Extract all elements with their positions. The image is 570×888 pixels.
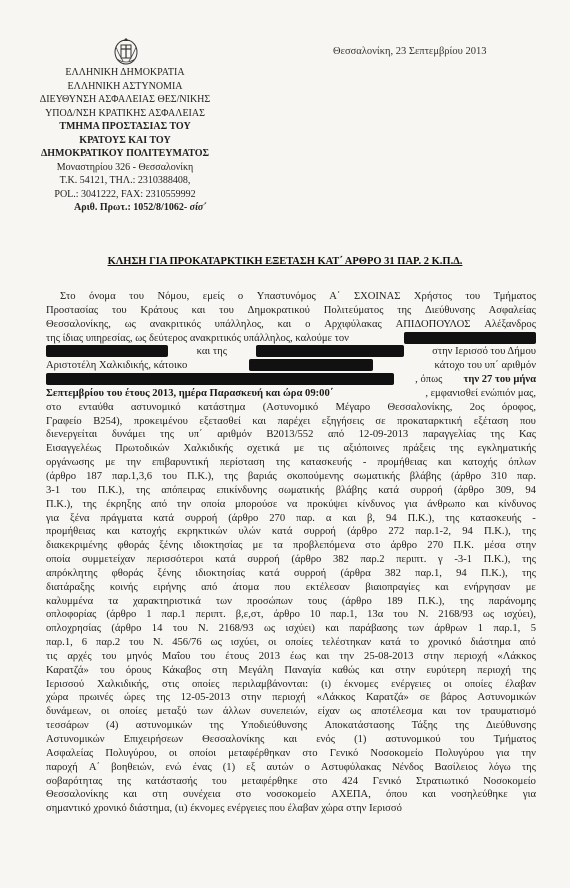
body-line: οποία συμμετείχαν περισσότεροι κατά συρροή (άρθρο 382 παρ.2 περιπτ. γ -3-1 Π.Κ.), της (46, 554, 536, 566)
body-line: Π.Κ.), της έκρηξης από την οποία μπορούσε να προκύψει κίνδυνος για άνθρωπο και κίνδυνος (46, 498, 536, 510)
body-line: χώρα πρωινές ώρες της 12-05-2013 στην περιοχή «Λάκκος Καρατζά» σε βάρος Αστυνομικών (46, 692, 536, 704)
body-text: , εμφανισθεί ενώπιόν μας, (425, 387, 536, 399)
body-line: διατάραξης κοινής ειρήνης από άτομα που εκτέλεσαν βιαιοπραγίες και ενήργησαν με (46, 581, 536, 593)
redaction-block (46, 373, 394, 385)
body-line: σοβαρότητας της κατάστασής του μεταφέρθηκε στο 424 Γενικό Στρατιωτικό Νοσοκομείο (46, 775, 536, 787)
body-line: Γραφείο Β254), προκειμένου εξετασθεί και παρέχει εξηγήσεις σε προκαταρκτική εξέταση που (46, 415, 536, 427)
body-line: Στο όνομα του Νόμου, εμείς ο Υπαστυνόμος Α΄ ΣΧΟΙΝΑΣ Χρήστος του Τμήματος (60, 291, 536, 302)
letterhead-line: ΕΛΛΗΝΙΚΗ ΑΣΤΥΝΟΜΙΑ (67, 80, 183, 92)
body-line: προμήθειας και κατοχής εκρηκτικών υλών κατά συρροή (άρθρο 272 παρ.1-2, 94 Π.Κ.), της (46, 526, 536, 538)
body-line: σημαντικό χρονικό διάστημα, (ιι) έκνομες ενέργειες που έλαβαν χώρα στην Ιερισσό (46, 803, 402, 815)
body-line: για ξένα πράγματα κατά συρροή (άρθρο 270 παρ. α και β, 94 Π.Κ.), της κατασκευής - (46, 512, 536, 524)
body-line: Θεσσαλονίκης και στη συνέχεια στο νοσοκομείο ΑΧΕΠΑ, όπου και νοσηλεύθηκε για (46, 789, 536, 801)
body-line: οπλοχρησίας (άρθρο 14 του Ν. 2168/93 ως ισχύει) και παράβασης των άρθρων 1 παρ.1, 5 (46, 623, 536, 635)
address-line: POL.: 3041222, FAX: 2310559992 (54, 188, 196, 200)
department-name: ΔΗΜΟΚΡΑΤΙΚΟΥ ΠΟΛΙΤΕΥΜΑΤΟΣ (40, 148, 210, 159)
body-line: Προστασίας του Κράτους και του Δημοκρατικού Πολιτεύματος της Διεύθυνσης Ασφαλείας (46, 304, 536, 316)
body-line: Ιερισσού Χαλκιδικής, στις οποίες περιλαμβάνονται: (ι) έκνομες ενέργειες οι οποίες έλαβαν (46, 678, 536, 690)
redaction-block (256, 345, 404, 357)
redaction-block (404, 332, 536, 344)
body-line (46, 332, 536, 346)
address-line: Τ.Κ. 54121, ΤΗΛ.: 2310388408, (59, 175, 191, 186)
body-line (46, 373, 536, 387)
body-line: στο ενταύθα αστυνομικό κατάστημα (Αστυνομικό Μέγαρο Θεσσαλονίκης, 2ος όροφος, (46, 401, 536, 413)
body-line: (άρθρο 187 παρ.1,3,6 του Π.Κ.), της βαριάς σκοπούμενης σωματικής βλάβης (άρθρο 310 παρ. (46, 470, 536, 482)
document-body (46, 290, 536, 816)
body-line: παρ.1, 6 παρ.2 του Ν. 456/76 ως ισχύει, οι οποίες τελέστηκαν κατά το χρονικό διάστημα από (46, 637, 536, 649)
body-line: τις αρχές του μηνός Μαΐου του έτους 2013 έως και την 25-08-2013 στην περιοχή «Λάκκος (46, 650, 536, 662)
body-line: 3-1 του Π.Κ.), της απόπειρας επικίνδυνης σωματικής βλάβης κατά συρροή (άρθρο 309, 94 (46, 484, 536, 496)
body-line (46, 345, 536, 359)
body-line: Εισαγγελέως Πρωτοδικών Χαλκιδικής σχετικά με τις αξιόποινες πράξεις της εγκληματικής (46, 443, 536, 455)
body-line: οργάνωσης με την επιβαρυντική περίσταση της κατασκευής - προμήθειας και κατοχής όπλων (46, 457, 536, 469)
document-title: ΚΛΗΣΗ ΓΙΑ ΠΡΟΚΑΤΑΡΚΤΙΚΗ ΕΞΕΤΑΣΗ ΚΑΤ΄ ΑΡΘΡΟ 31 ΠΑΡ. 2 Κ.Π.Δ. (107, 256, 463, 267)
body-line: Ασφαλείας Πολυγύρου, οι οποίοι μεταφέρθηκαν στο Γενικό Νοσοκομείο Πολυγύρου για την (46, 747, 536, 759)
body-line: διενεργείται δυνάμει της υπ΄ αριθμόν Β2013/552 από 12-09-2013 παραγγελίας της Κας (46, 429, 536, 441)
body-text: , όπως (415, 374, 443, 386)
body-text: κάτοχο του υπ΄ αριθμόν (434, 360, 536, 372)
summons-date: την 27 του μήνα (463, 374, 536, 386)
address-line: Μοναστηρίου 326 - Θεσσαλονίκη (56, 161, 194, 173)
summons-datetime: Σεπτεμβρίου του έτους 2013, ημέρα Παρασκευή και ώρα 09:00΄ (46, 387, 334, 399)
body-line: Καρατζά» του όρους Κάκαβος στη Μεγάλη Παναγία καθώς και στην ευρύτερη περιοχή της (46, 664, 536, 676)
body-text: της ίδιας υπηρεσίας, ως δεύτερος ανακριτικός υπάλληλος, καλούμε τον (46, 332, 349, 344)
body-text: Αριστοτέλη Χαλκιδικής, κάτοικο (46, 360, 188, 372)
department-name: ΚΡΑΤΟΥΣ ΚΑΙ ΤΟΥ (79, 134, 171, 146)
protocol-number-label: Αριθ. Πρωτ.: 1052/8/1062- (74, 202, 188, 213)
letterhead-line: ΕΛΛΗΝΙΚΗ ΔΗΜΟΚΡΑΤΙΑ (65, 67, 185, 78)
body-line (46, 387, 536, 401)
letterhead-line: ΥΠΟΔ/ΝΣΗ ΚΡΑΤΙΚΗΣ ΑΣΦΑΛΕΙΑΣ (45, 107, 205, 119)
body-line: Αστυνομικών Επιχειρήσεων Θεσσαλονίκης και ενός (1) αστυνομικού του Τμήματος (46, 734, 536, 745)
body-line: παροχή Α΄ βοηθειών, ενώ ένας (1) εξ αυτών ο Αστυφύλακας Νένδος Βασίλειος λόγω της (46, 761, 536, 773)
redaction-block (249, 359, 373, 371)
body-line: τεσσάρων (4) αστυνομικών της Υποδιεύθυνσης Αποκατάστασης Τάξης της Διεύθυνσης (46, 720, 536, 732)
body-line: καλυμμένα τα χαρακτηριστικά των προσώπων τους (άρθρο 189 Π.Κ.), της παράνομης (46, 595, 536, 607)
protocol-handwritten-suffix: σίσ΄ (189, 202, 207, 213)
body-line: οπλοφορίας (άρθρο 1 παρ.1 περιπτ. β,ε,στ, άρθρο 10 παρ.1, 13α του Ν. 2168/93 ως ισχύει), (46, 609, 536, 621)
department-name: ΤΜΗΜΑ ΠΡΟΣΤΑΣΙΑΣ ΤΟΥ (59, 121, 191, 132)
document-date: Θεσσαλονίκη, 23 Σεπτεμβρίου 2013 (333, 46, 487, 57)
protocol-number (0, 201, 250, 215)
body-line: διακεκριμένης φθοράς ξένης ιδιοκτησίας με τα προβλεπόμενα στο άρθρο 270 Π.Κ. μέσα στην (46, 540, 536, 552)
redaction-block (46, 345, 168, 357)
body-text: και της (196, 346, 227, 358)
body-line: δυνάμεων, οι οποίες μεταξύ των άλλων συνεπειών, είχαν ως αποτέλεσμα και τον τραυματισμό (46, 706, 536, 718)
body-line: απρόκλητης φθοράς ξένης ιδιοκτησίας κατά συρροή (άρθρα 382 παρ.1, 94 Π.Κ.), της (46, 567, 536, 579)
greek-state-seal-icon (113, 37, 139, 65)
letterhead-line: ΔΙΕΥΘΥΝΣΗ ΑΣΦΑΛΕΙΑΣ ΘΕΣ/ΝΙΚΗΣ (39, 94, 211, 105)
body-text: στην Ιερισσό του Δήμου (432, 346, 536, 358)
body-line (46, 359, 536, 373)
letterhead (0, 66, 250, 215)
body-line: Θεσσαλονίκης, ως ανακριτικός υπάλληλος, και ο Αρχιφύλακας ΑΠΙΔΟΠΟΥΛΟΣ Αλέξανδρος (46, 318, 536, 330)
